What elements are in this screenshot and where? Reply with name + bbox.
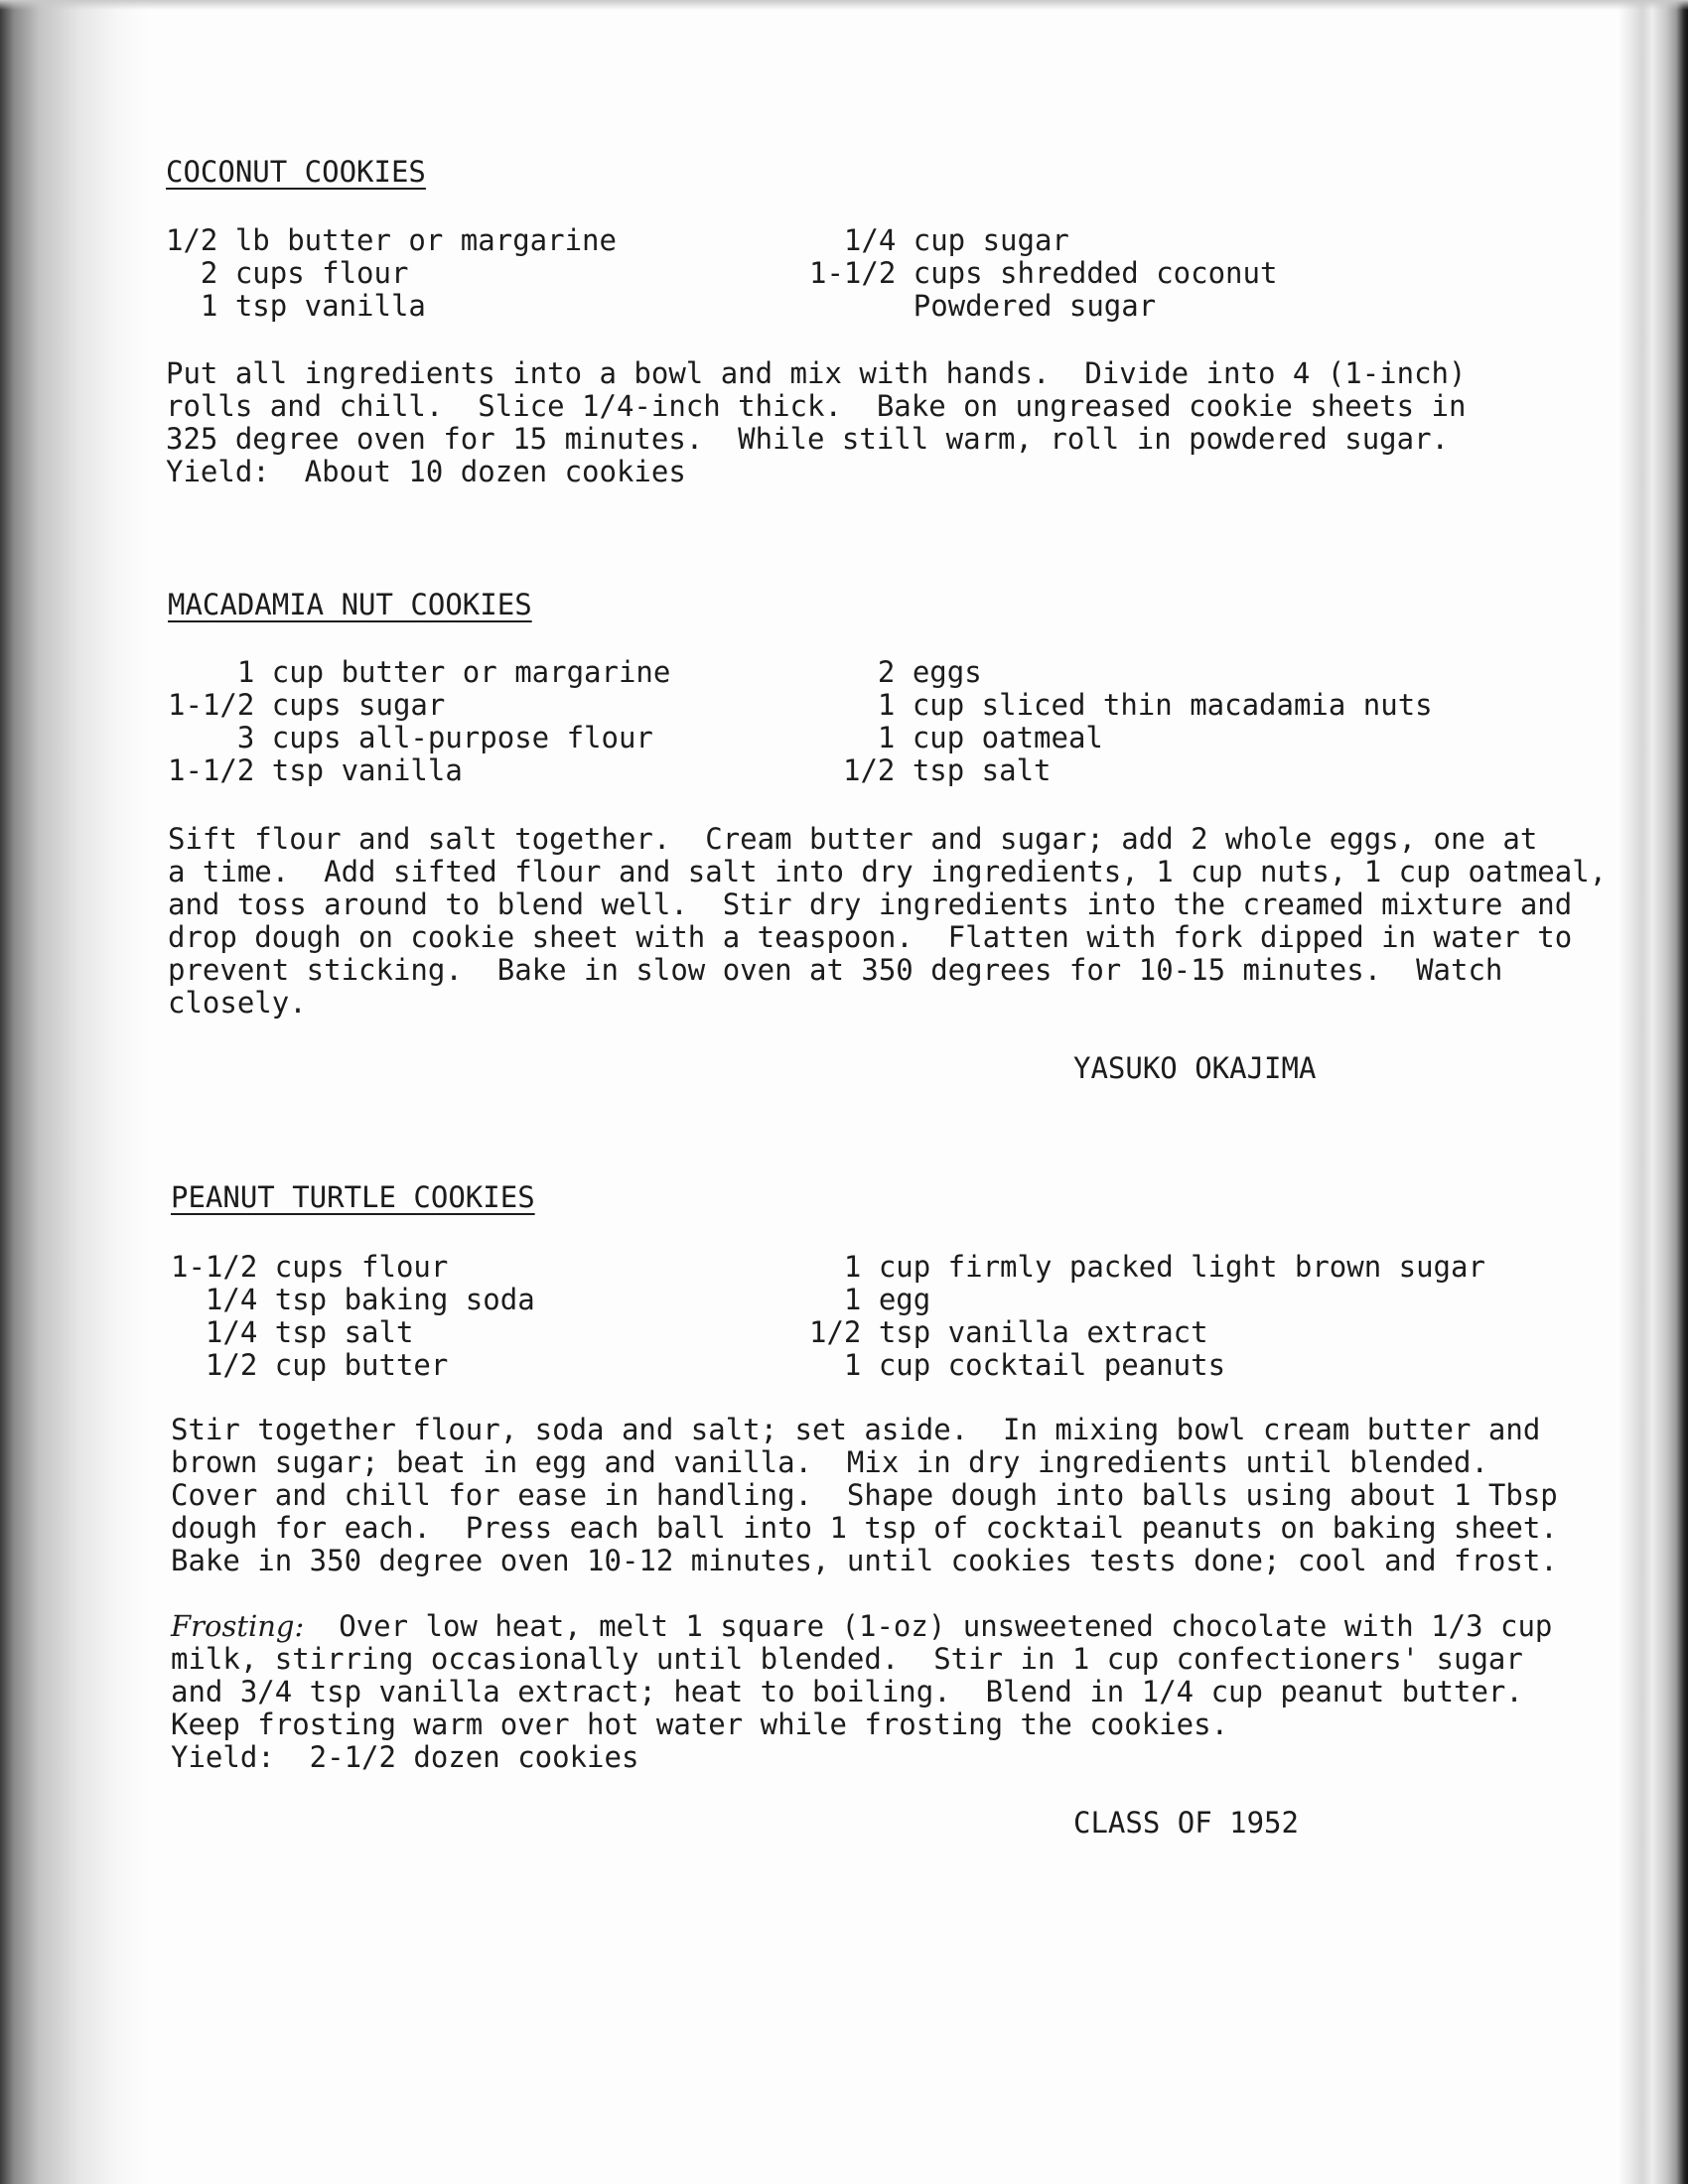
directions-line: Cover and chill for ease in handling. Shape dough into balls using about 1 Tbsp [171, 1478, 1558, 1512]
directions-line: Bake in 350 degree oven 10-12 minutes, until cookies tests done; cool and frost. [171, 1544, 1558, 1577]
directions-line: prevent sticking. Bake in slow oven at 350 degrees for 10-15 minutes. Watch [168, 953, 1503, 987]
frosting-text: Over low heat, melt 1 square (1-oz) unsweetened chocolate with 1/3 cup [304, 1609, 1553, 1643]
directions-line: and toss around to blend well. Stir dry ingredients into the creamed mixture and [168, 887, 1573, 921]
ingredient-left: 1-1/2 cups flour [171, 1250, 449, 1284]
contributor-name: YASUKO OKAJIMA [1073, 1051, 1317, 1085]
directions-line: drop dough on cookie sheet with a teaspoon. Flatten with fork dipped in water to [168, 920, 1573, 954]
ingredient-left: 1/2 cup butter [171, 1348, 449, 1382]
directions-line: 325 degree oven for 15 minutes. While still warm, roll in powdered sugar. [166, 422, 1450, 456]
ingredient-left: 1 tsp vanilla [166, 289, 426, 323]
ingredient-left: 2 cups flour [166, 256, 409, 290]
directions-line: closely. [168, 986, 307, 1020]
page-edges [1618, 0, 1688, 2184]
ingredient-right: 1 cup sliced thin macadamia nuts [843, 688, 1433, 722]
ingredient-right: 1 cup firmly packed light brown sugar [809, 1250, 1485, 1284]
yield-line: Yield: About 10 dozen cookies [166, 455, 686, 488]
ingredient-right: 1/4 cup sugar [809, 223, 1069, 257]
ingredient-right: 1-1/2 cups shredded coconut [809, 256, 1278, 290]
ingredient-right: Powdered sugar [809, 289, 1157, 323]
directions-line: Put all ingredients into a bowl and mix with hands. Divide into 4 (1-inch) [166, 356, 1467, 390]
frosting-line: and 3/4 tsp vanilla extract; heat to boiling. Blend in 1/4 cup peanut butter. [171, 1675, 1523, 1708]
ingredient-left: 1/4 tsp salt [171, 1315, 414, 1349]
directions-line: brown sugar; beat in egg and vanilla. Mix in dry ingredients until blended. [171, 1445, 1488, 1479]
ingredient-right: 1 cup cocktail peanuts [809, 1348, 1226, 1382]
yield-line: Yield: 2-1/2 dozen cookies [171, 1740, 639, 1774]
ingredient-right: 2 eggs [843, 655, 982, 689]
ingredient-left: 1/4 tsp baking soda [171, 1283, 535, 1316]
recipe-title: PEANUT TURTLE COOKIES [171, 1180, 535, 1214]
directions-line: rolls and chill. Slice 1/4-inch thick. Bake on ungreased cookie sheets in [166, 389, 1467, 423]
ingredient-left: 1-1/2 cups sugar [168, 688, 446, 722]
frosting-first-line [171, 1610, 1552, 1643]
ingredient-right: 1/2 tsp salt [843, 753, 1052, 787]
frosting-line: Keep frosting warm over hot water while frosting the cookies. [171, 1707, 1229, 1741]
ingredient-left: 1 cup butter or margarine [168, 655, 671, 689]
recipe-title: COCONUT COOKIES [166, 155, 426, 189]
frosting-line: milk, stirring occasionally until blended. Stir in 1 cup confectioners' sugar [171, 1642, 1523, 1676]
directions-line: Stir together flour, soda and salt; set aside. In mixing bowl cream butter and [171, 1413, 1541, 1446]
ingredient-right: 1/2 tsp vanilla extract [809, 1315, 1208, 1349]
directions-line: a time. Add sifted flour and salt into dry ingredients, 1 cup nuts, 1 cup oatmeal, [168, 855, 1608, 888]
ingredient-right: 1 egg [809, 1283, 931, 1316]
ingredient-left: 1-1/2 tsp vanilla [168, 753, 463, 787]
directions-line: dough for each. Press each ball into 1 tsp of cocktail peanuts on baking sheet. [171, 1511, 1558, 1545]
ingredient-left: 1/2 lb butter or margarine [166, 223, 617, 257]
recipe-title: MACADAMIA NUT COOKIES [168, 588, 532, 621]
ingredient-left: 3 cups all-purpose flour [168, 721, 653, 754]
contributor-name: CLASS OF 1952 [1073, 1806, 1299, 1840]
ingredient-right: 1 cup oatmeal [843, 721, 1103, 754]
directions-line: Sift flour and salt together. Cream butter and sugar; add 2 whole eggs, one at [168, 822, 1538, 856]
frosting-label: Frosting: [171, 1609, 305, 1643]
